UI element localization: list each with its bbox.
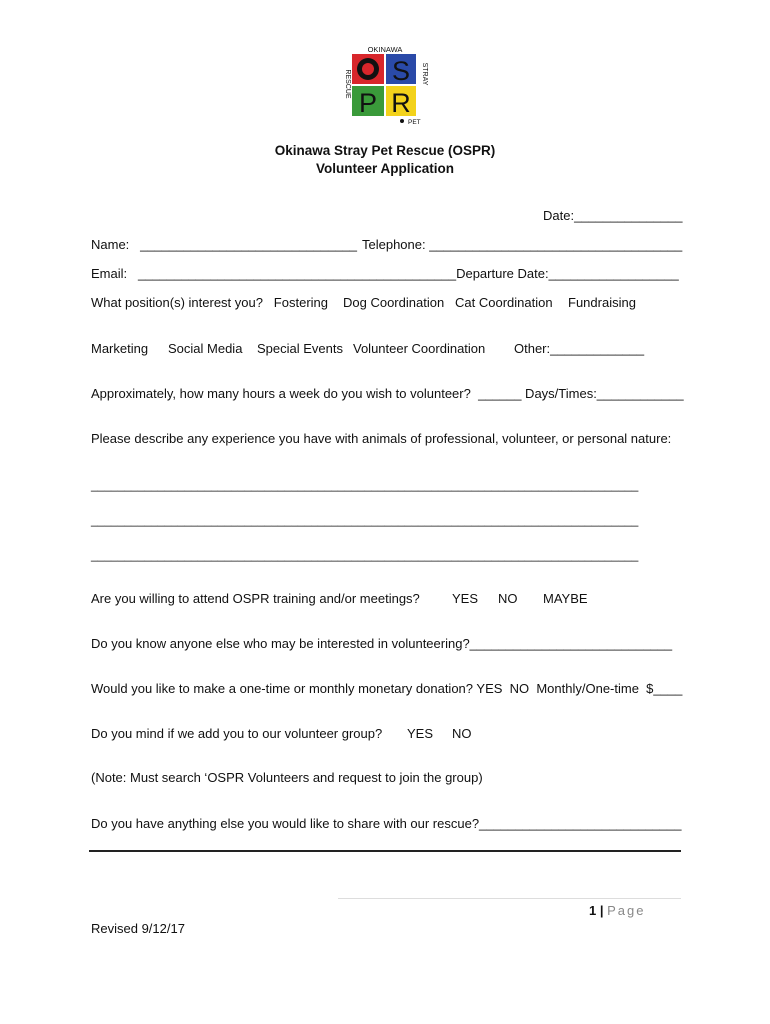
experience-prompt: Please describe any experience you have with animals of professional, volunteer, or personal nature:: [91, 431, 672, 446]
logo-top-text: OKINAWA: [367, 45, 403, 54]
title-line-1: Okinawa Stray Pet Rescue (OSPR): [274, 143, 496, 158]
logo-letter-p: P: [358, 88, 378, 118]
email-departure-field[interactable]: Email: ____________________________________________Departure Date:__________________: [91, 266, 679, 281]
position-volunteer-coordination[interactable]: Volunteer Coordination: [353, 341, 486, 356]
positions-prompt: What position(s) interest you? Fostering: [91, 295, 328, 310]
experience-line[interactable]: __________________________________________________________________________________: [91, 513, 639, 527]
position-cat-coordination[interactable]: Cat Coordination: [455, 295, 553, 310]
logo-bottom-text: PET: [408, 119, 421, 126]
know-anyone-field[interactable]: Do you know anyone else who may be interested in volunteering?____________________________: [91, 636, 673, 651]
group-yes-option[interactable]: YES: [407, 726, 434, 741]
position-dog-coordination[interactable]: Dog Coordination: [343, 295, 445, 310]
training-prompt: Are you willing to attend OSPR training and/or meetings?: [91, 591, 420, 606]
date-field[interactable]: Date:_______________: [543, 208, 683, 223]
footer-divider: [338, 898, 681, 899]
position-fundraising[interactable]: Fundraising: [568, 295, 636, 310]
group-no-option[interactable]: NO: [452, 726, 472, 741]
revised-date: Revised 9/12/17: [91, 921, 185, 936]
donation-field[interactable]: Would you like to make a one-time or monthly monetary donation? YES NO Monthly/One-time $____: [91, 681, 683, 696]
paw-icon: [400, 119, 404, 123]
bottom-divider: [89, 850, 681, 852]
logo-letter-s: S: [391, 56, 411, 86]
hours-field[interactable]: Approximately, how many hours a week do you wish to volunteer? ______ Days/Times:____________: [91, 386, 684, 401]
page-label: Page: [607, 903, 646, 918]
group-prompt: Do you mind if we add you to our volunteer group?: [91, 726, 383, 741]
logo-right-text: STRAY: [421, 62, 428, 86]
page-footer: [589, 903, 646, 918]
experience-line[interactable]: __________________________________________________________________________________: [91, 478, 639, 492]
page-separator: |: [599, 903, 604, 918]
logo-letter-r: R: [391, 88, 411, 118]
page-number: 1: [589, 903, 597, 918]
experience-line[interactable]: __________________________________________________________________________________: [91, 548, 639, 562]
position-special-events[interactable]: Special Events: [257, 341, 343, 356]
training-maybe-option[interactable]: MAYBE: [543, 591, 588, 606]
name-field[interactable]: Name: ______________________________: [91, 237, 358, 252]
group-note: (Note: Must search ‘OSPR Volunteers and request to join the group): [91, 770, 483, 785]
position-marketing[interactable]: Marketing: [91, 341, 149, 356]
position-social-media[interactable]: Social Media: [168, 341, 243, 356]
logo-left-text: RESCUE: [344, 69, 351, 99]
title-line-2: Volunteer Application: [315, 161, 454, 176]
ospr-logo: [340, 44, 430, 126]
training-no-option[interactable]: NO: [498, 591, 518, 606]
share-field[interactable]: Do you have anything else you would like to share with our rescue?____________________________: [91, 816, 682, 831]
telephone-field[interactable]: Telephone: ___________________________________: [362, 237, 683, 252]
training-yes-option[interactable]: YES: [452, 591, 479, 606]
position-other-field[interactable]: Other:_____________: [514, 341, 645, 356]
